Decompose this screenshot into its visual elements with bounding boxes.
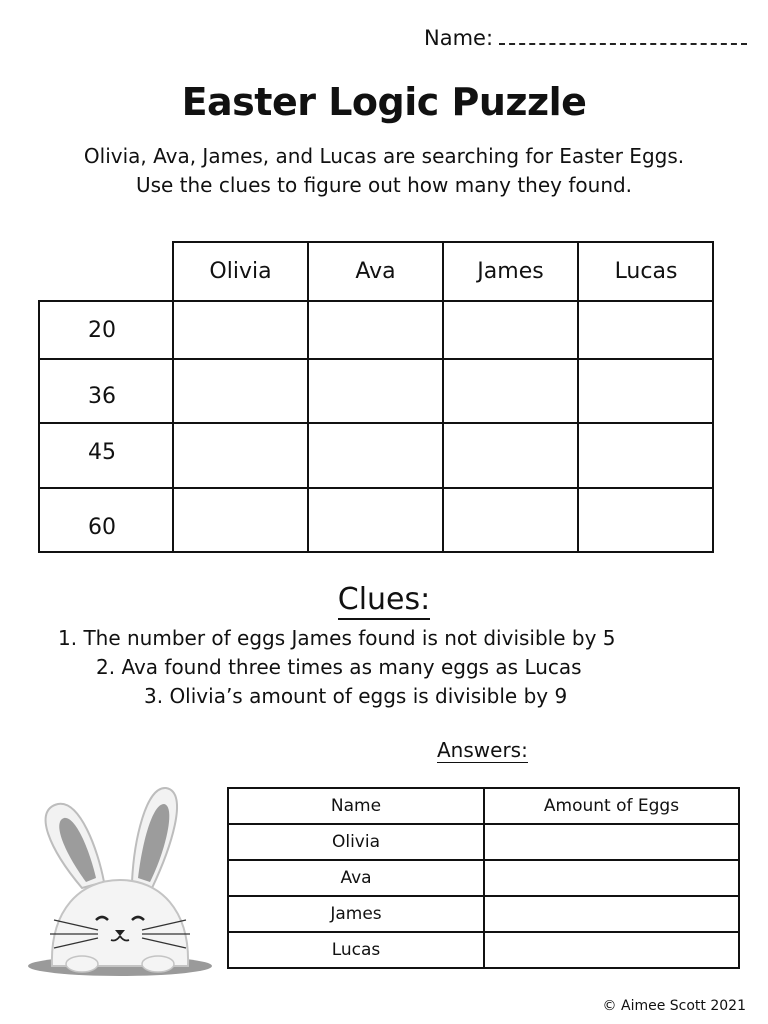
answer-name-olivia: Olivia <box>228 824 484 860</box>
answers-heading-text: Answers: <box>437 738 528 762</box>
clue-2: 2. Ava found three times as many eggs as Lucas <box>96 655 582 679</box>
grid-cell[interactable] <box>309 360 441 421</box>
grid-row-header-60: 60 <box>88 514 116 540</box>
bunny-head <box>52 880 188 966</box>
answer-amount-cell[interactable] <box>484 932 739 968</box>
name-field[interactable] <box>424 26 747 50</box>
grid-cell[interactable] <box>579 489 711 550</box>
grid-row-header-45: 45 <box>88 439 116 465</box>
grid-cell[interactable] <box>579 302 711 357</box>
clue-1: 1. The number of eggs James found is not divisible by 5 <box>58 626 616 650</box>
grid-line <box>38 300 40 553</box>
table-row <box>228 860 739 896</box>
table-row <box>228 932 739 968</box>
table-row <box>228 896 739 932</box>
grid-col-header-lucas: Lucas <box>614 258 678 284</box>
clue-3: 3. Olivia’s amount of eggs is divisible by 9 <box>144 684 568 708</box>
bunny-left-paw <box>66 956 98 972</box>
intro-text <box>0 142 768 200</box>
clues-heading <box>0 582 768 617</box>
bunny-illustration <box>20 770 220 980</box>
name-blank-line[interactable] <box>499 29 747 45</box>
logic-grid <box>38 241 714 553</box>
answer-amount-cell[interactable] <box>484 824 739 860</box>
grid-cell[interactable] <box>579 360 711 421</box>
grid-cell[interactable] <box>444 489 576 550</box>
grid-col-header-ava: Ava <box>355 258 396 284</box>
intro-line-1: Olivia, Ava, James, and Lucas are searching for Easter Eggs. <box>83 144 685 168</box>
grid-cell[interactable] <box>174 489 306 550</box>
grid-cell[interactable] <box>174 424 306 486</box>
grid-cell[interactable] <box>174 302 306 357</box>
page-title: Easter Logic Puzzle <box>181 80 587 124</box>
grid-row-header-36: 36 <box>88 383 116 409</box>
grid-line <box>712 241 714 553</box>
grid-cell[interactable] <box>444 424 576 486</box>
bunny-left-ear <box>46 804 104 888</box>
grid-cell[interactable] <box>579 424 711 486</box>
grid-cell[interactable] <box>444 302 576 357</box>
grid-row-header-20: 20 <box>88 317 116 343</box>
answer-name-lucas: Lucas <box>228 932 484 968</box>
grid-col-header-james: James <box>477 258 544 284</box>
grid-cell[interactable] <box>174 360 306 421</box>
grid-cell[interactable] <box>309 424 441 486</box>
answer-amount-cell[interactable] <box>484 896 739 932</box>
grid-cell[interactable] <box>309 302 441 357</box>
answer-name-ava: Ava <box>228 860 484 896</box>
grid-cell[interactable] <box>309 489 441 550</box>
answers-header-row <box>228 788 739 824</box>
grid-cell[interactable] <box>444 360 576 421</box>
name-label: Name: <box>424 26 494 50</box>
copyright-text: © Aimee Scott 2021 <box>602 998 746 1014</box>
grid-line <box>38 551 714 553</box>
bunny-right-ear <box>132 788 177 888</box>
answers-col-name: Name <box>228 788 484 824</box>
answers-col-amount: Amount of Eggs <box>484 788 739 824</box>
clues-heading-text: Clues: <box>338 582 431 620</box>
bunny-right-paw <box>142 956 174 972</box>
table-row <box>228 824 739 860</box>
answers-table <box>227 787 740 969</box>
answers-heading <box>437 738 528 762</box>
answer-name-james: James <box>228 896 484 932</box>
grid-col-header-olivia: Olivia <box>209 258 272 284</box>
answer-amount-cell[interactable] <box>484 860 739 896</box>
intro-line-2: Use the clues to figure out how many they found. <box>135 173 633 197</box>
